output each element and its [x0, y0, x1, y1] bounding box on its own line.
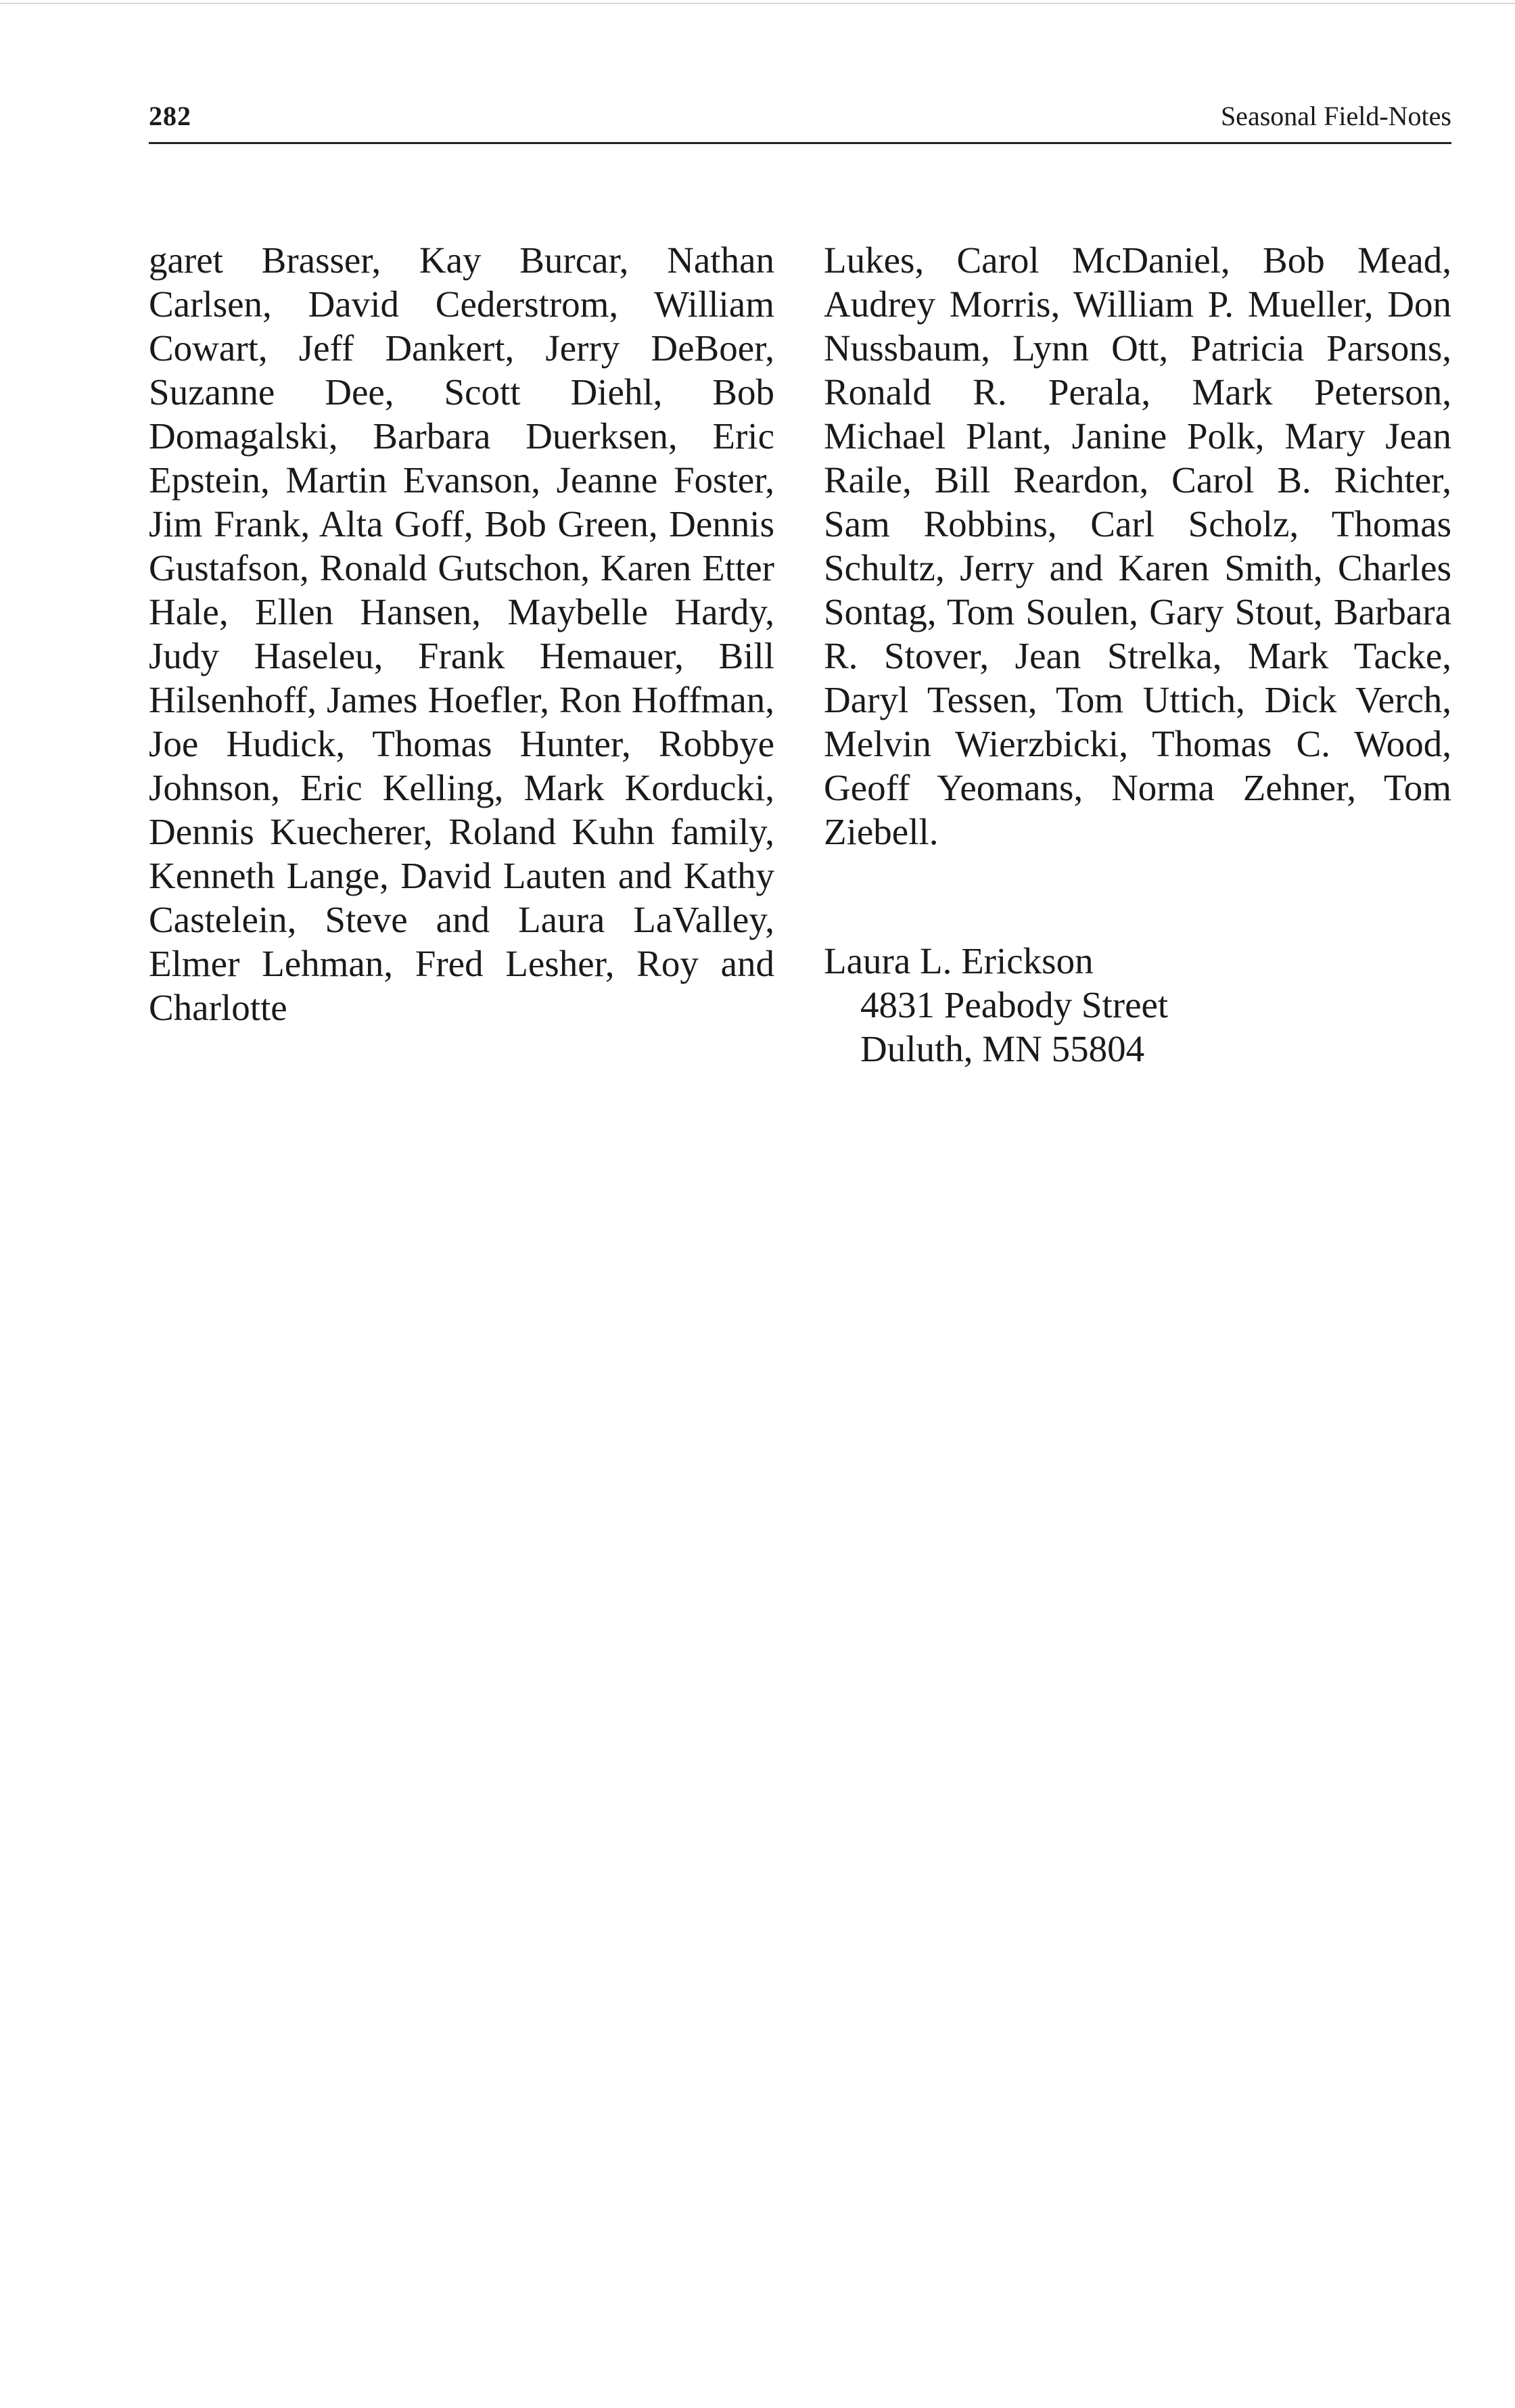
body-column-left: garet Brasser, Kay Burcar, Nathan Carlsen, David Cederstrom, William Cowart, Jeff Dankert, Jerry DeBoer, Suzanne Dee, Scott Diehl, Bob Domagalski, Barbara Duerksen, Eric Epstein, Martin Evanson, Jeanne Foster, Jim Frank, Alta Goff, Bob Green, Dennis Gustafson, Ronald Gutschon, Karen Etter Hale, Ellen Hansen, Maybelle Hardy, Judy Haseleu, Frank Hemauer, Bill Hilsenhoff, James Hoefler, Ron Hoffman, Joe Hudick, Thomas Hunter, Robbye Johnson, Eric Kelling, Mark Korducki, Dennis Kuecherer, Roland Kuhn family, Kenneth Lange, David Lauten and Kathy Castelein, Steve and Laura LaValley, Elmer Lehman, Fred Lesher, Roy and Charlotte	[149, 239, 774, 1028]
author-signature-block	[824, 939, 1168, 1071]
page-header	[149, 95, 1451, 144]
author-name: Laura L. Erickson	[824, 940, 1094, 981]
body-column-right: Lukes, Carol McDaniel, Bob Mead, Audrey Morris, William P. Mueller, Don Nussbaum, Lynn Ott, Patricia Parsons, Ronald R. Perala, Mark Peterson, Michael Plant, Janine Polk, Mary Jean Raile, Bill Reardon, Carol B. Richter, Sam Robbins, Carl Scholz, Thomas Schultz, Jerry and Karen Smith, Charles Sontag, Tom Soulen, Gary Stout, Barbara R. Stover, Jean Strelka, Mark Tacke, Daryl Tessen, Tom Uttich, Dick Verch, Melvin Wierzbicki, Thomas C. Wood, Geoff Yeomans, Norma Zehner, Tom Ziebell.	[824, 239, 1451, 852]
page-number: 282	[149, 101, 191, 131]
author-street: 4831 Peabody Street	[860, 984, 1169, 1025]
page-edge-line	[0, 3, 1515, 4]
author-city: Duluth, MN 55804	[860, 1028, 1145, 1069]
running-title: Seasonal Field-Notes	[1220, 101, 1451, 131]
